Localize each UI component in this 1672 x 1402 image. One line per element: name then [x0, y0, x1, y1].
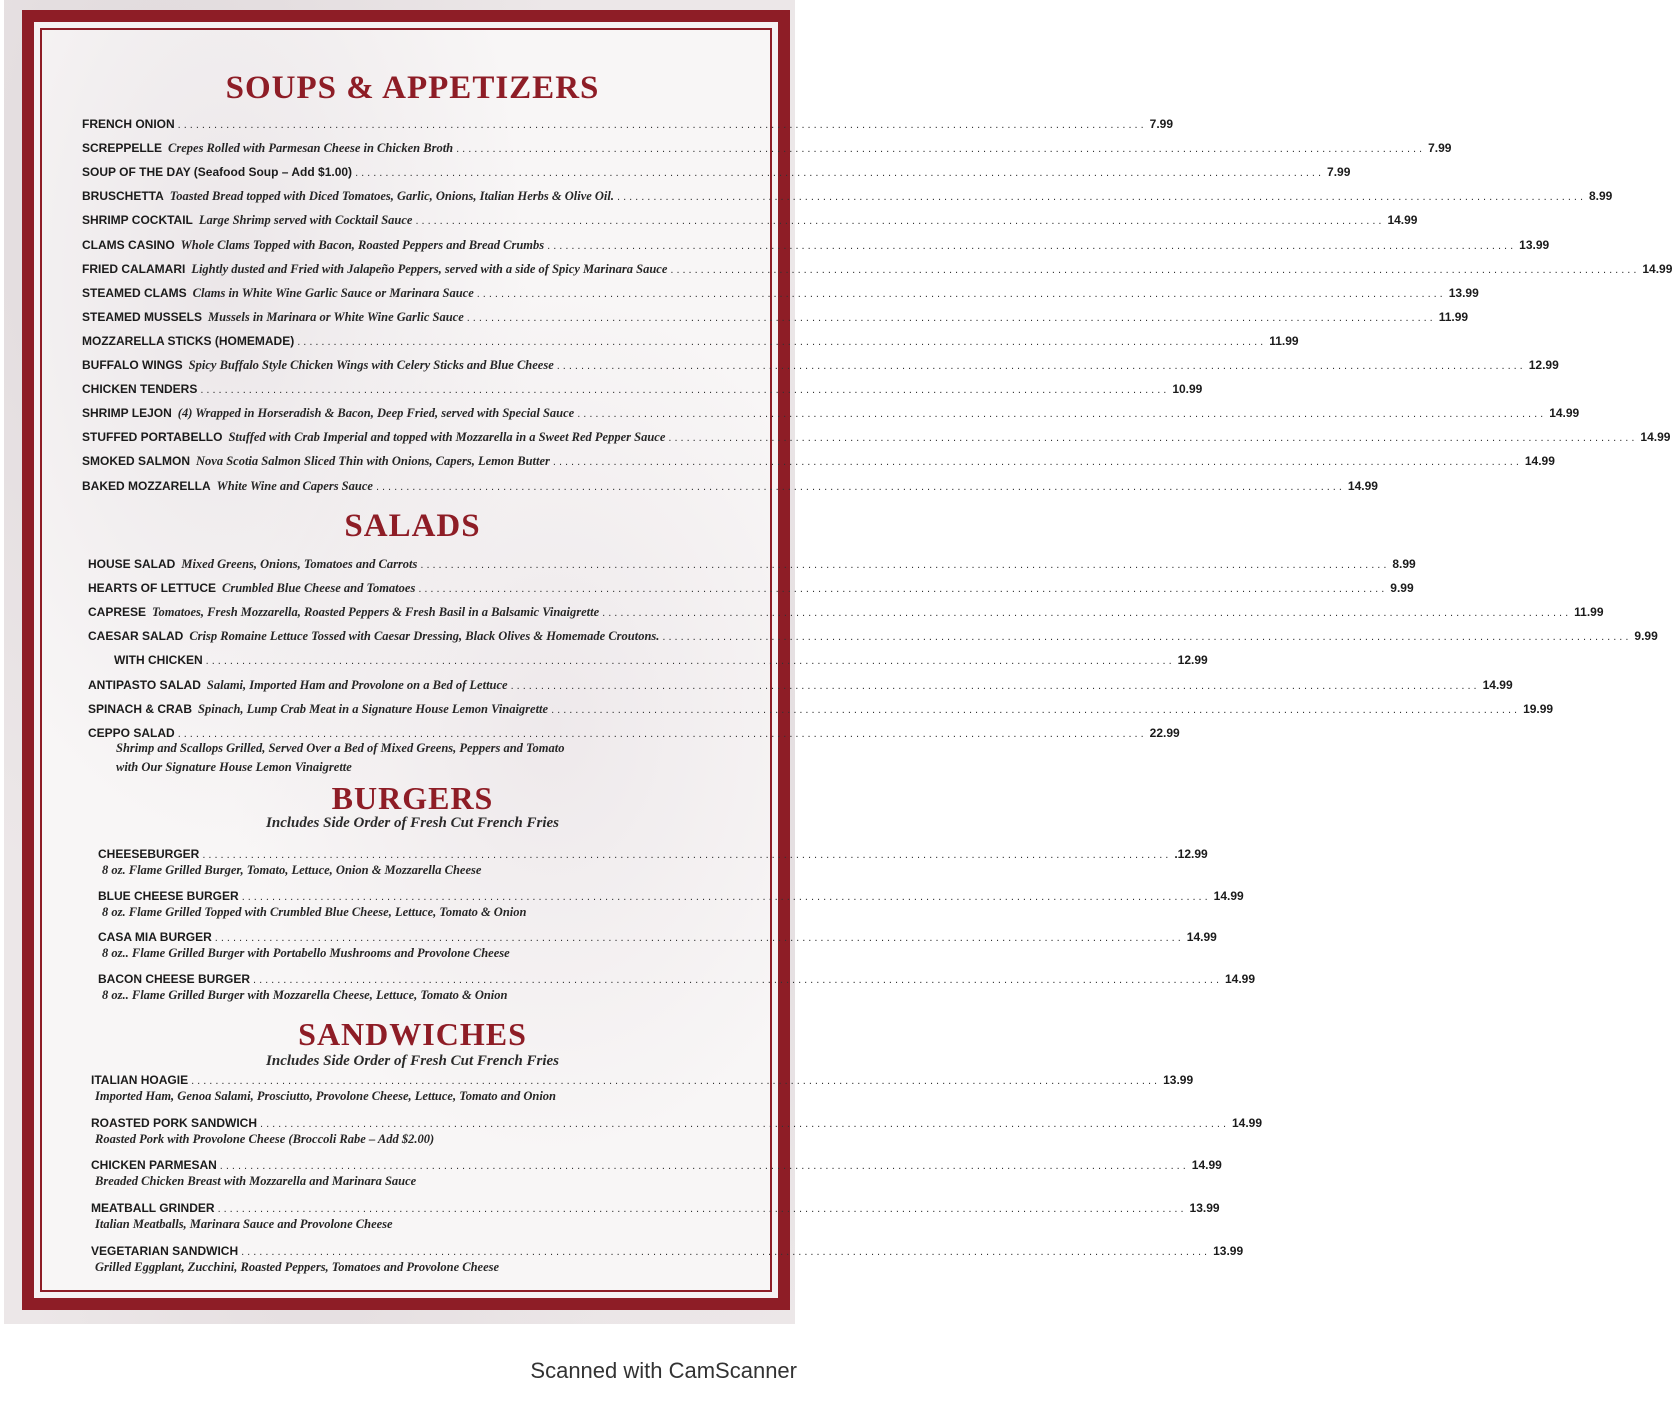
menu-item-description: Breaded Chicken Breast with Mozzarella and Marinara Sauce — [95, 1174, 417, 1189]
menu-item-name: HOUSE SALAD — [88, 557, 176, 571]
menu-item-row — [82, 261, 1672, 278]
menu-item-description: Clams in White Wine Garlic Sauce or Marinara Sauce — [192, 285, 474, 300]
menu-item-name: WITH CHICKEN — [114, 653, 203, 668]
dot-leader: ................................................................................................................................................................ — [617, 191, 1586, 204]
menu-item-row — [82, 309, 1469, 326]
menu-item-price: 14.99 — [1347, 478, 1378, 493]
menu-item-name: MOZZARELLA STICKS (HOMEMADE) — [82, 333, 295, 348]
menu-item-price: .12.99 — [1174, 847, 1208, 861]
menu-item-name: CAPRESE — [88, 605, 147, 620]
menu-item-price: 7.99 — [1149, 117, 1174, 131]
menu-item-price: 14.99 — [1232, 1115, 1263, 1130]
menu-item-name: CHICKEN TENDERS — [82, 382, 198, 397]
menu-item-row — [82, 382, 1203, 398]
dot-leader: ................................................................................................................................................................ — [456, 143, 1426, 156]
menu-item-name: CAESAR SALAD — [88, 629, 184, 644]
menu-item-price: 13.99 — [1213, 1243, 1244, 1258]
menu-item-description: Italian Meatballs, Marinara Sauce and Provolone Cheese — [95, 1217, 393, 1232]
menu-item-name: BAKED MOZZARELLA — [82, 478, 211, 493]
menu-item-price: 7.99 — [1327, 165, 1351, 180]
sandwiches-subtitle: Includes Side Order of Fresh Cut French Fries — [266, 1053, 559, 1069]
menu-item-price: 14.99 — [1524, 454, 1555, 469]
menu-item-row — [82, 358, 1559, 374]
dot-leader: ................................................................................................................................................................ — [418, 583, 1388, 596]
menu-item-row — [98, 888, 1244, 905]
menu-item-name: SHRIMP COCKTAIL — [82, 213, 193, 228]
dot-leader: ................................................................................................................................................................ — [420, 559, 1390, 571]
menu-item-description: Lightly dusted and Fried with Jalapeño Peppers, served with a side of Spicy Marinara Sauce — [191, 261, 668, 276]
dot-leader: ................................................................................................................................................................ — [355, 167, 1325, 180]
dot-leader: ................................................................................................................................................................ — [297, 335, 1267, 348]
menu-item-row — [91, 1115, 1263, 1132]
menu-item-price: 13.99 — [1448, 285, 1479, 300]
menu-item-name: SHRIMP LEJON — [82, 406, 172, 421]
dot-leader: ................................................................................................................................................................ — [662, 631, 1632, 644]
soups-heading: SOUPS & APPETIZERS — [225, 70, 600, 106]
menu-item-row — [82, 237, 1550, 254]
menu-item-price: 13.99 — [1163, 1073, 1194, 1087]
menu-item-row — [91, 1073, 1194, 1089]
dot-leader: ................................................................................................................................................................ — [415, 215, 1385, 228]
menu-item-price: 10.99 — [1172, 382, 1203, 397]
menu-item-description: Grilled Eggplant, Zucchini, Roasted Peppers, Tomatoes and Provolone Cheese — [95, 1259, 500, 1274]
menu-item-description: Roasted Pork with Provolone Cheese (Broccoli Rabe – Add $2.00) — [95, 1131, 435, 1146]
menu-item-price: 8.99 — [1589, 189, 1613, 204]
salads-heading: SALADS — [344, 508, 481, 544]
menu-item-name: SPINACH & CRAB — [88, 701, 193, 716]
menu-item-name: VEGETARIAN SANDWICH — [91, 1243, 239, 1258]
dot-leader: ................................................................................................................................................................ — [202, 849, 1172, 861]
menu-item-description: Tomatoes, Fresh Mozzarella, Roasted Peppers & Fresh Basil in a Balsamic Vinaigrette — [152, 605, 600, 620]
menu-item-row — [88, 557, 1416, 573]
menu-item-name: HEARTS OF LETTUCE — [88, 581, 216, 596]
menu-item-row — [88, 701, 1554, 718]
menu-item-row — [82, 478, 1378, 495]
menu-item-price: 14.99 — [1387, 213, 1418, 228]
menu-item-price: 22.99 — [1149, 725, 1180, 740]
menu-item-row — [82, 333, 1299, 350]
menu-item-row — [91, 1243, 1244, 1260]
menu-item-name: SOUP OF THE DAY (Seafood Soup – Add $1.00) — [82, 165, 353, 180]
menu-item-description: Imported Ham, Genoa Salami, Prosciutto, Provolone Cheese, Lettuce, Tomato and Onion — [95, 1089, 557, 1103]
menu-item-name: SMOKED SALMON — [82, 454, 190, 469]
menu-item-description: 8 oz. Flame Grilled Topped with Crumbled Blue Cheese, Lettuce, Tomato & Onion — [102, 904, 527, 919]
dot-leader: ................................................................................................................................................................ — [253, 973, 1222, 986]
menu-item-description: 8 oz.. Flame Grilled Burger with Mozzarella Cheese, Lettuce, Tomato & Onion — [102, 987, 508, 1002]
menu-item-description: Whole Clams Topped with Bacon, Roasted Peppers and Bread Crumbs — [180, 237, 545, 252]
dot-leader: ................................................................................................................................................................ — [214, 932, 1184, 944]
dot-leader: ................................................................................................................................................................ — [551, 703, 1521, 716]
menu-item-name: ITALIAN HOAGIE — [91, 1073, 189, 1087]
menu-item-name: MEATBALL GRINDER — [91, 1201, 215, 1216]
dot-leader: ................................................................................................................................................................ — [668, 432, 1638, 445]
menu-item-price: 14.99 — [1191, 1158, 1222, 1173]
menu-item-price: 11.99 — [1269, 333, 1299, 348]
scanner-watermark: Scanned with CamScanner — [530, 1358, 797, 1383]
ceppo-description-line-2: with Our Signature House Lemon Vinaigrette — [116, 760, 352, 774]
menu-item-row — [91, 1158, 1222, 1174]
menu-item-row — [88, 629, 1658, 645]
menu-item-name: CEPPO SALAD — [88, 725, 175, 740]
menu-item-description: Nova Scotia Salmon Sliced Thin with Onions, Capers, Lemon Butter — [196, 454, 550, 469]
dot-leader: ................................................................................................................................................................ — [476, 287, 1446, 300]
menu-item-row — [91, 1201, 1220, 1217]
menu-item-row — [82, 117, 1174, 133]
menu-item-name: BACON CHEESE BURGER — [98, 971, 251, 986]
dot-leader: ................................................................................................................................................................ — [219, 1160, 1189, 1173]
menu-item-row — [88, 581, 1414, 597]
dot-leader: ................................................................................................................................................................ — [602, 607, 1572, 620]
menu-item-price: 14.99 — [1642, 261, 1672, 276]
dot-leader: ................................................................................................................................................................ — [241, 890, 1211, 903]
menu-item-row — [98, 847, 1208, 863]
dot-leader: ................................................................................................................................................................ — [466, 311, 1436, 324]
dot-leader: ................................................................................................................................................................ — [191, 1075, 1161, 1087]
dot-leader: ................................................................................................................................................................ — [547, 239, 1517, 252]
dot-leader: ................................................................................................................................................................ — [200, 384, 1170, 397]
dot-leader: ................................................................................................................................................................ — [670, 263, 1640, 276]
menu-item-price: 14.99 — [1213, 888, 1244, 903]
menu-item-name: STUFFED PORTABELLO — [82, 430, 223, 445]
dot-leader: ................................................................................................................................................................ — [375, 480, 1345, 493]
menu-item-price: 7.99 — [1428, 141, 1452, 156]
menu-item-row — [114, 653, 1208, 669]
menu-item-description: Crisp Romaine Lettuce Tossed with Caesar Dressing, Black Olives & Homemade Croutons. — [189, 629, 660, 644]
menu-item-description: (4) Wrapped in Horseradish & Bacon, Deep Fried, served with Special Sauce — [177, 406, 575, 421]
menu-item-row — [98, 971, 1256, 988]
menu-item-name: CHICKEN PARMESAN — [91, 1158, 217, 1173]
menu-item-price: 13.99 — [1519, 237, 1550, 252]
menu-item-description: 8 oz. Flame Grilled Burger, Tomato, Lettuce, Onion & Mozzarella Cheese — [102, 863, 482, 877]
menu-item-price: 19.99 — [1523, 701, 1554, 716]
menu-item-description: White Wine and Capers Sauce — [216, 478, 373, 493]
menu-item-price: 9.99 — [1634, 629, 1658, 644]
menu-item-price: 12.99 — [1177, 653, 1208, 668]
menu-item-row — [82, 285, 1479, 302]
burgers-subtitle: Includes Side Order of Fresh Cut French Fries — [266, 815, 559, 831]
menu-item-price: 9.99 — [1390, 581, 1414, 596]
menu-item-name: BLUE CHEESE BURGER — [98, 888, 239, 903]
menu-item-price: 11.99 — [1438, 309, 1469, 324]
menu-item-description: Stuffed with Crab Imperial and topped with Mozzarella in a Sweet Red Pepper Sauce — [228, 430, 666, 445]
menu-item-row — [82, 213, 1418, 229]
ceppo-description-line-1: Shrimp and Scallops Grilled, Served Over a Bed of Mixed Greens, Peppers and Tomato — [116, 741, 565, 755]
menu-item-name: FRENCH ONION — [82, 117, 175, 131]
dot-leader: ................................................................................................................................................................ — [260, 1117, 1229, 1130]
sandwiches-heading: SANDWICHES — [298, 1016, 527, 1052]
menu-item-row — [82, 189, 1613, 205]
menu-item-row — [82, 430, 1671, 446]
menu-item-name: STEAMED MUSSELS — [82, 309, 203, 324]
menu-item-price: 14.99 — [1186, 930, 1217, 944]
menu-item-row — [82, 454, 1555, 470]
dot-leader: ................................................................................................................................................................ — [217, 1203, 1187, 1216]
menu-item-name: CASA MIA BURGER — [98, 930, 212, 944]
menu-item-row — [82, 141, 1452, 157]
menu-item-description: Spicy Buffalo Style Chicken Wings with Celery Sticks and Blue Cheese — [188, 358, 554, 372]
menu-item-price: 12.99 — [1528, 358, 1559, 372]
menu-item-row — [82, 165, 1351, 181]
menu-item-name: STEAMED CLAMS — [82, 285, 187, 300]
menu-item-description: Large Shrimp served with Cocktail Sauce — [198, 213, 413, 228]
menu-item-name: BRUSCHETTA — [82, 189, 164, 204]
menu-item-row — [98, 930, 1217, 946]
menu-item-description: Crumbled Blue Cheese and Tomatoes — [222, 581, 416, 596]
dot-leader: ................................................................................................................................................................ — [241, 1245, 1211, 1258]
menu-item-row — [82, 406, 1580, 422]
menu-item-name: CHEESEBURGER — [98, 847, 200, 861]
dot-leader: ................................................................................................................................................................ — [510, 679, 1480, 692]
menu-item-price: 14.99 — [1549, 406, 1580, 421]
menu-item-description: Toasted Bread topped with Diced Tomatoes, Garlic, Onions, Italian Herbs & Olive Oil. — [169, 189, 615, 204]
menu-item-price: 14.99 — [1225, 971, 1256, 986]
menu-item-row — [88, 677, 1513, 694]
dot-leader: ................................................................................................................................................................ — [552, 456, 1522, 469]
menu-item-name: BUFFALO WINGS — [82, 358, 183, 372]
menu-item-name: SCREPPELLE — [82, 141, 163, 156]
dot-leader: ................................................................................................................................................................ — [556, 360, 1526, 372]
menu-item-name: ANTIPASTO SALAD — [88, 677, 201, 692]
dot-leader: ................................................................................................................................................................ — [205, 655, 1175, 668]
dot-leader: ................................................................................................................................................................ — [177, 119, 1147, 131]
menu-item-price: 11.99 — [1574, 605, 1604, 620]
dot-leader: ................................................................................................................................................................ — [577, 408, 1547, 421]
menu-item-description: Mussels in Marinara or White Wine Garlic Sauce — [208, 309, 464, 324]
menu-item-price: 14.99 — [1482, 677, 1513, 692]
menu-item-price: 8.99 — [1392, 557, 1416, 571]
dot-leader: ................................................................................................................................................................ — [177, 727, 1147, 740]
menu-item-price: 14.99 — [1640, 430, 1671, 445]
menu-item-name: ROASTED PORK SANDWICH — [91, 1115, 258, 1130]
menu-item-name: CLAMS CASINO — [82, 237, 175, 252]
menu-item-description: Salami, Imported Ham and Provolone on a Bed of Lettuce — [206, 677, 508, 692]
burgers-heading: BURGERS — [331, 780, 494, 816]
menu-item-row — [88, 725, 1180, 742]
menu-item-description: Spinach, Lump Crab Meat in a Signature House Lemon Vinaigrette — [198, 701, 549, 716]
menu-item-name: FRIED CALAMARI — [82, 261, 186, 276]
menu-item-price: 13.99 — [1189, 1201, 1220, 1216]
menu-item-description: 8 oz.. Flame Grilled Burger with Portabello Mushrooms and Provolone Cheese — [102, 946, 510, 960]
menu-item-description: Crepes Rolled with Parmesan Cheese in Chicken Broth — [168, 141, 454, 156]
menu-item-row — [88, 605, 1604, 621]
menu-item-description: Mixed Greens, Onions, Tomatoes and Carrots — [181, 557, 418, 571]
